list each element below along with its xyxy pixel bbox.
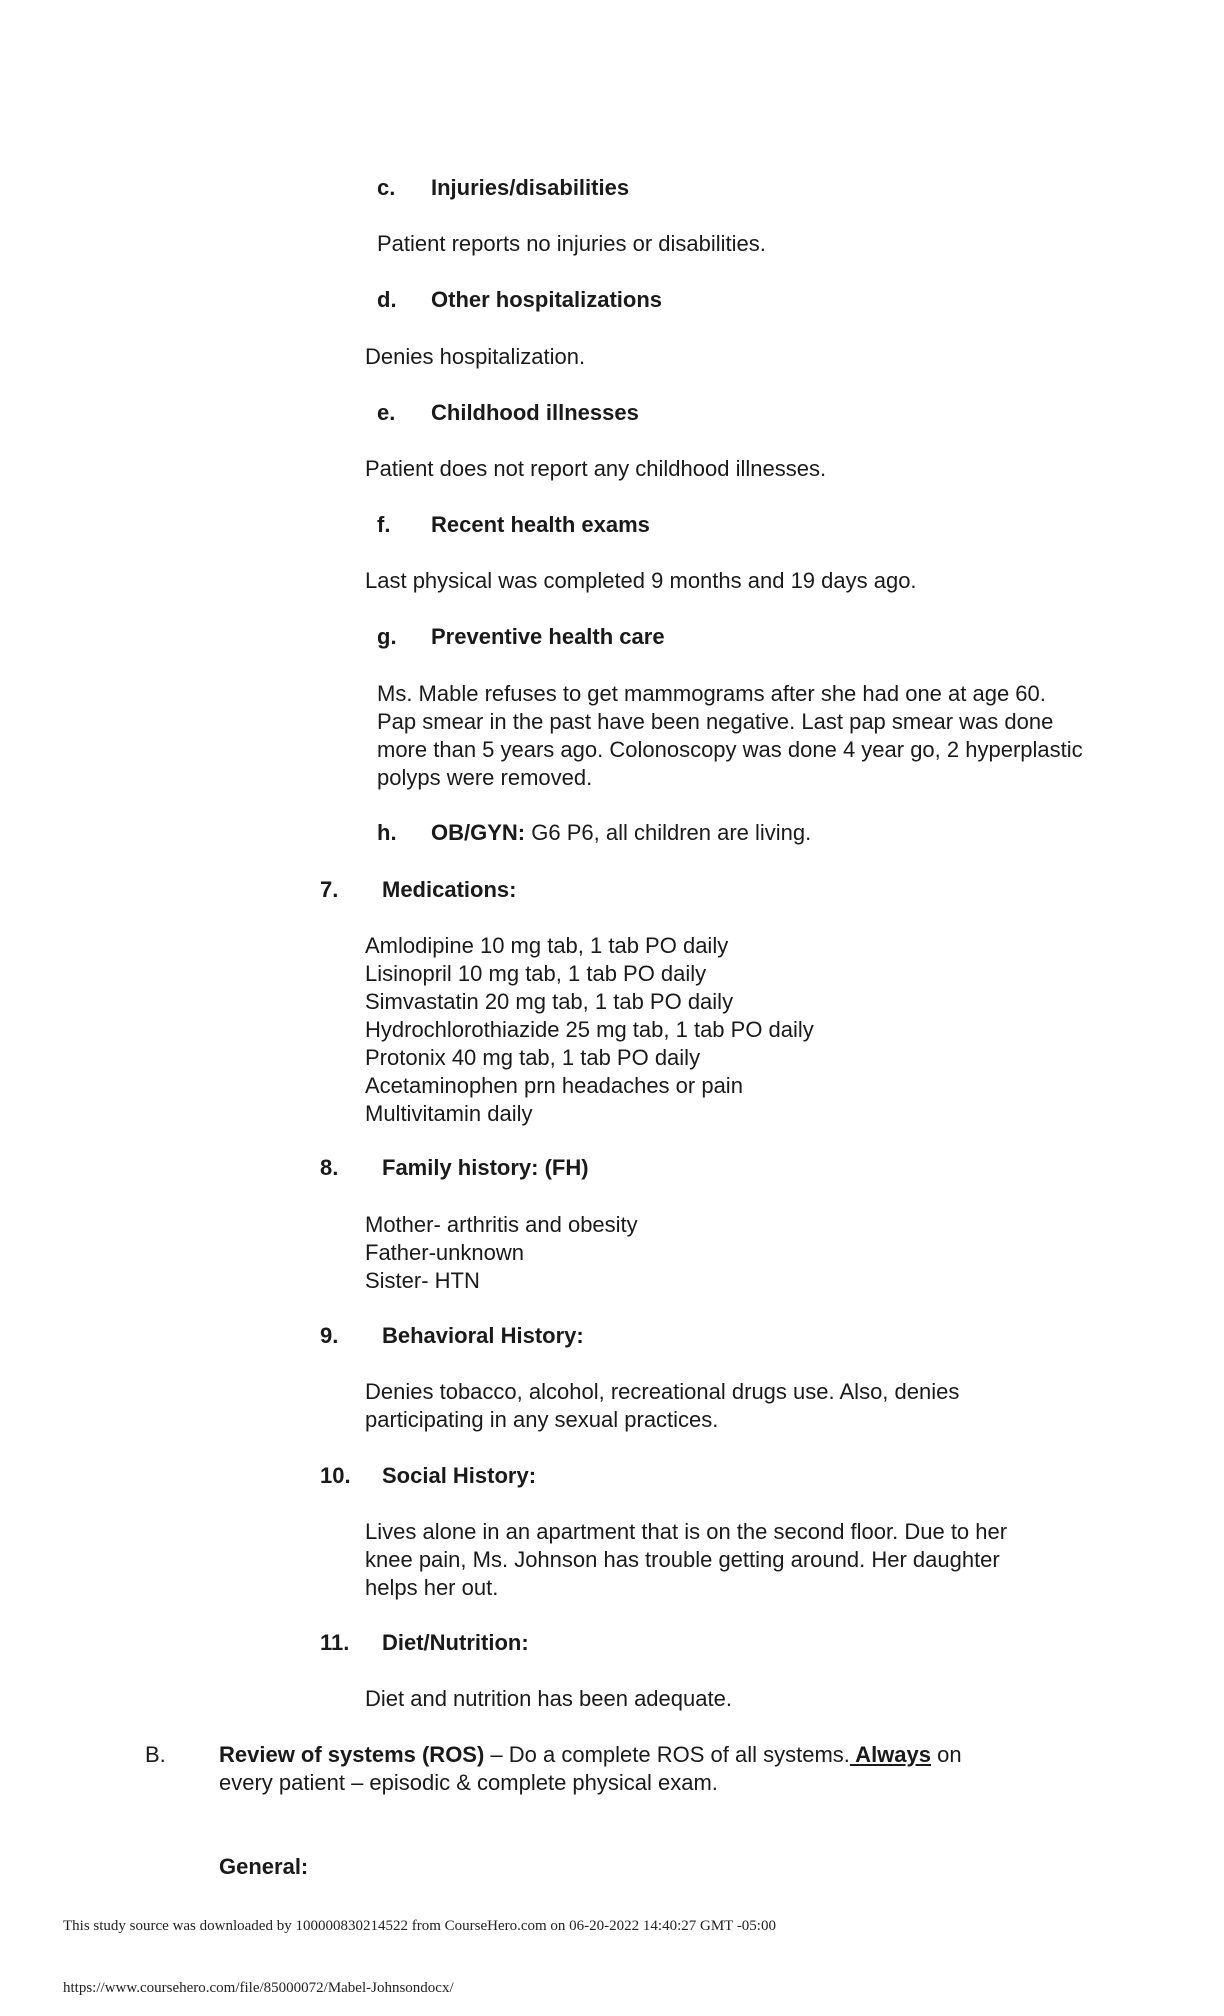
section-heading-diet-nutrition — [320, 1629, 529, 1657]
general-heading: General: — [219, 1854, 309, 1879]
text-line: participating in any sexual practices. — [365, 1407, 719, 1432]
ros-line-2: every patient – episodic & complete physical exam. — [219, 1770, 718, 1795]
list-item: Father-unknown — [365, 1240, 524, 1265]
diet-nutrition-text: Diet and nutrition has been adequate. — [365, 1686, 732, 1711]
section-number: 11. — [320, 1630, 350, 1655]
subsection-letter: d. — [377, 287, 397, 312]
text-line: knee pain, Ms. Johnson has trouble getting around. Her daughter — [365, 1547, 1000, 1572]
text-line: Lives alone in an apartment that is on the second floor. Due to her — [365, 1519, 1008, 1544]
text-line: helps her out. — [365, 1575, 499, 1600]
subsection-title: Other hospitalizations — [431, 287, 663, 312]
subsection-title: OB/GYN: — [431, 820, 526, 845]
download-notice: This study source was downloaded by 100000830214522 from CourseHero.com on 06-20-2022 14:40:27 GMT -05:00 — [63, 1918, 776, 1934]
section-number: 10. — [320, 1463, 351, 1488]
subsection-obgyn — [377, 819, 811, 847]
ros-title: Review of systems (ROS) — [219, 1742, 485, 1767]
subsection-letter: g. — [377, 624, 397, 649]
section-heading-medications — [320, 876, 516, 904]
ros-text: – Do a complete ROS of all systems. — [484, 1742, 850, 1767]
subsection-letter: e. — [377, 400, 396, 425]
section-title: Social History: — [382, 1463, 537, 1488]
medications-list — [365, 932, 814, 1128]
ros-text-end: on — [931, 1742, 962, 1767]
list-item: Amlodipine 10 mg tab, 1 tab PO daily — [365, 933, 729, 958]
subsection-text-childhood: Patient does not report any childhood illnesses. — [365, 456, 827, 481]
subsection-heading-injuries — [377, 174, 629, 202]
text-line: Denies tobacco, alcohol, recreational drugs use. Also, denies — [365, 1379, 960, 1404]
section-title: Diet/Nutrition: — [382, 1630, 529, 1655]
section-title: Behavioral History: — [382, 1323, 584, 1348]
subsection-title: Childhood illnesses — [431, 400, 639, 425]
section-heading-family-history — [320, 1154, 589, 1182]
section-number: 9. — [320, 1323, 339, 1348]
subsection-text-hospitalizations: Denies hospitalization. — [365, 344, 586, 369]
subsection-text-health-exams: Last physical was completed 9 months and 19 days ago. — [365, 568, 917, 593]
list-item: Acetaminophen prn headaches or pain — [365, 1073, 743, 1098]
subsection-letter: f. — [377, 512, 391, 537]
section-number: 8. — [320, 1155, 339, 1180]
section-number: 7. — [320, 877, 339, 902]
list-item: Simvastatin 20 mg tab, 1 tab PO daily — [365, 989, 734, 1014]
ros-always: Always — [849, 1742, 932, 1767]
subsection-heading-childhood — [377, 399, 639, 427]
subsection-text-injuries: Patient reports no injuries or disabilities. — [377, 231, 766, 256]
list-item: Sister- HTN — [365, 1268, 480, 1293]
subsection-heading-hospitalizations — [377, 286, 662, 314]
subsection-letter: h. — [377, 820, 397, 845]
list-item: Protonix 40 mg tab, 1 tab PO daily — [365, 1045, 701, 1070]
subsection-heading-preventive — [377, 623, 665, 651]
section-heading-social-history — [320, 1462, 536, 1490]
list-item: Mother- arthritis and obesity — [365, 1212, 638, 1237]
social-history-text — [365, 1518, 1007, 1602]
list-item: Hydrochlorothiazide 25 mg tab, 1 tab PO daily — [365, 1017, 814, 1042]
section-title: Medications: — [382, 877, 517, 902]
section-heading-behavioral-history — [320, 1322, 584, 1350]
subsection-text-preventive: Ms. Mable refuses to get mammograms after she had one at age 60. Pap smear in the past have been negative. Last pap smear was done more than 5 years ago. Colonoscopy was done 4 year go, 2 hyperplastic polyps were removed. — [377, 681, 1083, 790]
list-item: Lisinopril 10 mg tab, 1 tab PO daily — [365, 961, 707, 986]
subsection-title: Preventive health care — [431, 624, 665, 649]
subsection-text-obgyn: G6 P6, all children are living. — [525, 820, 812, 845]
source-url[interactable]: https://www.coursehero.com/file/85000072/Mabel-Johnsondocx/ — [63, 1980, 454, 1996]
family-history-list — [365, 1211, 638, 1295]
list-item: Multivitamin daily — [365, 1101, 533, 1126]
subsection-letter: c. — [377, 175, 396, 200]
subsection-title: Injuries/disabilities — [431, 175, 630, 200]
ros-line-1 — [219, 1741, 962, 1769]
subsection-title: Recent health exams — [431, 512, 650, 537]
ros-letter: B. — [145, 1742, 166, 1767]
behavioral-history-text — [365, 1378, 959, 1434]
section-title: Family history: (FH) — [382, 1155, 589, 1180]
subsection-heading-health-exams — [377, 511, 650, 539]
